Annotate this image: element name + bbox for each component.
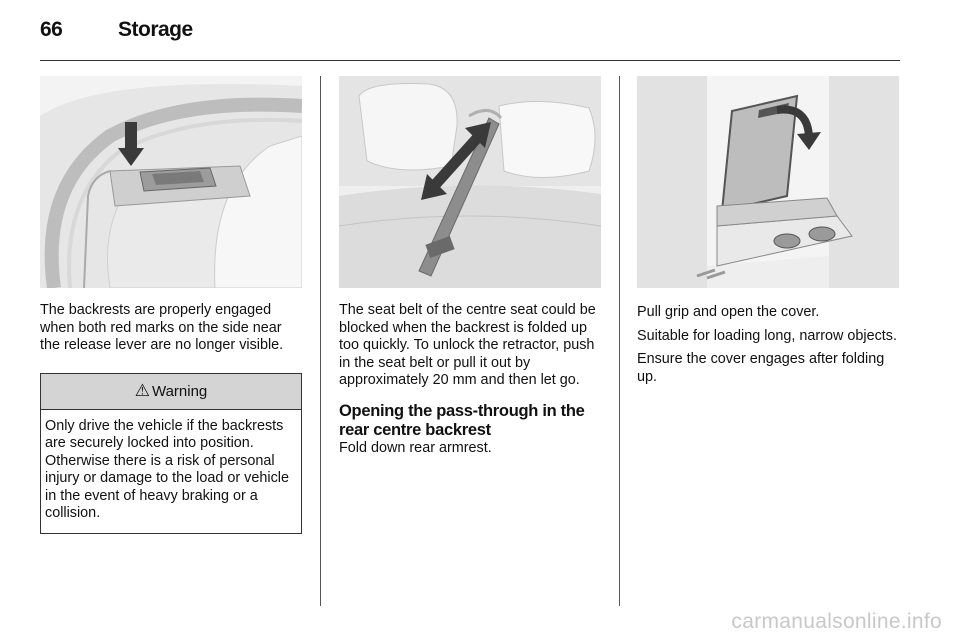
page-number: 66 bbox=[40, 18, 63, 41]
backrest-lock-illustration bbox=[40, 76, 302, 288]
column-divider bbox=[320, 76, 321, 606]
armrest-instruction: Fold down rear armrest. bbox=[339, 439, 492, 456]
header-divider bbox=[40, 60, 900, 61]
warning-text: Only drive the vehicle if the backrests are securely locked into position. Otherwise there is a risk of personal injury or damage to the load or vehicle in the event of heavy braking or a collision. bbox=[45, 417, 289, 521]
backrest-paragraph: The backrests are properly engaged when both red marks on the side near the release lever are no longer visible. bbox=[40, 302, 284, 353]
ensure-paragraph: Ensure the cover engages after folding up. bbox=[637, 351, 885, 385]
suitable-paragraph: Suitable for loading long, narrow objects. bbox=[637, 327, 897, 344]
column-divider bbox=[619, 76, 620, 606]
column-3 bbox=[637, 76, 899, 392]
column-2 bbox=[339, 76, 601, 457]
seat-belt-paragraph: The seat belt of the centre seat could be blocked when the backrest is folded up too quickly. To unlock the retractor, push in the seat belt or pull it out by approximately 20 mm and then let go. bbox=[339, 302, 596, 388]
column-1 bbox=[40, 76, 302, 534]
section-title: Storage bbox=[118, 18, 193, 41]
warning-header bbox=[41, 374, 301, 410]
pass-through-heading: Opening the pass-through in the rear centre backrest bbox=[339, 401, 585, 439]
watermark: carmanualsonline.info bbox=[731, 610, 942, 633]
warning-triangle-icon: ⚠ bbox=[134, 381, 150, 400]
column-3-text bbox=[637, 304, 899, 386]
pass-through-illustration bbox=[637, 76, 899, 288]
pull-grip-paragraph: Pull grip and open the cover. bbox=[637, 304, 820, 320]
warning-box bbox=[40, 373, 302, 534]
warning-title: Warning bbox=[151, 382, 208, 400]
page-header bbox=[40, 18, 920, 48]
seat-belt-illustration bbox=[339, 76, 601, 288]
